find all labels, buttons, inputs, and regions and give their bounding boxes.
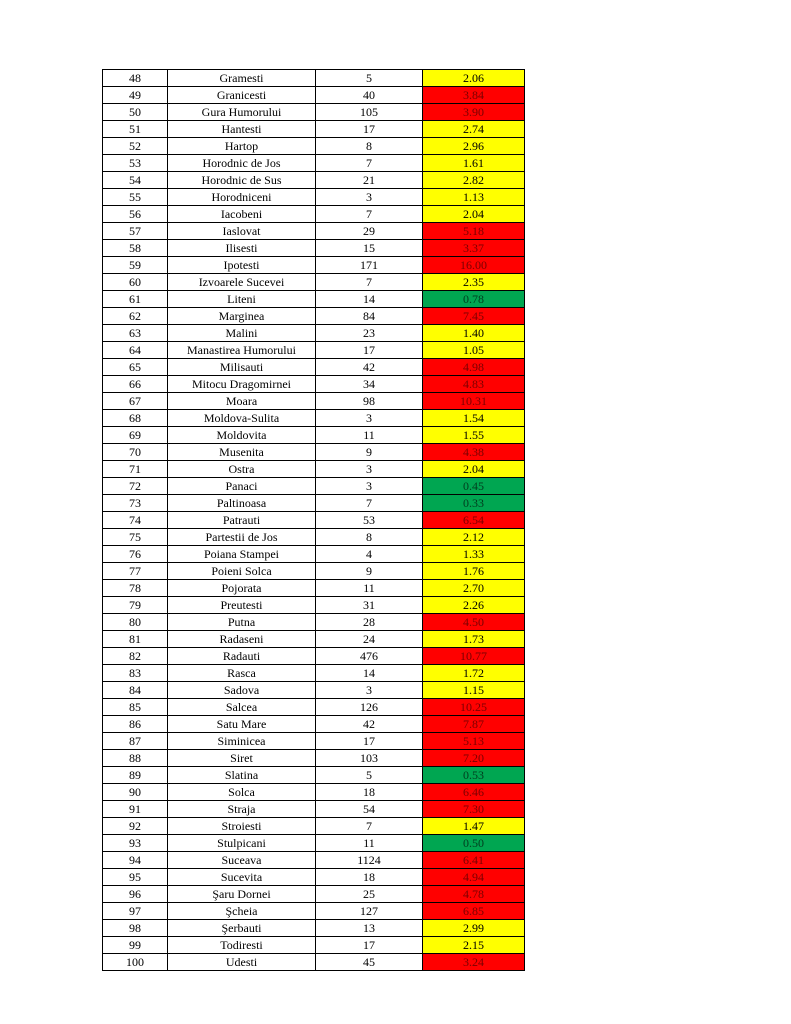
row-number-cell: 49 bbox=[103, 87, 168, 104]
case-count-cell: 15 bbox=[316, 240, 423, 257]
case-count-cell: 7 bbox=[316, 818, 423, 835]
table-row bbox=[103, 291, 525, 308]
row-number-cell: 62 bbox=[103, 308, 168, 325]
row-number-cell: 63 bbox=[103, 325, 168, 342]
locality-name-cell: Manastirea Humorului bbox=[168, 342, 316, 359]
locality-name-cell: Moldova-Sulita bbox=[168, 410, 316, 427]
locality-name-cell: Mitocu Dragomirnei bbox=[168, 376, 316, 393]
case-count-cell: 127 bbox=[316, 903, 423, 920]
case-count-cell: 29 bbox=[316, 223, 423, 240]
locality-name-cell: Şaru Dornei bbox=[168, 886, 316, 903]
locality-name-cell: Siret bbox=[168, 750, 316, 767]
table-row bbox=[103, 427, 525, 444]
case-count-cell: 13 bbox=[316, 920, 423, 937]
case-count-cell: 5 bbox=[316, 70, 423, 87]
incidence-rate-cell: 1.61 bbox=[423, 155, 525, 172]
incidence-rate-cell: 1.15 bbox=[423, 682, 525, 699]
incidence-rate-cell: 6.46 bbox=[423, 784, 525, 801]
incidence-rate-cell: 1.05 bbox=[423, 342, 525, 359]
case-count-cell: 98 bbox=[316, 393, 423, 410]
locality-name-cell: Hantesti bbox=[168, 121, 316, 138]
case-count-cell: 18 bbox=[316, 869, 423, 886]
row-number-cell: 84 bbox=[103, 682, 168, 699]
case-count-cell: 45 bbox=[316, 954, 423, 971]
incidence-rate-cell: 7.20 bbox=[423, 750, 525, 767]
incidence-rate-cell: 1.76 bbox=[423, 563, 525, 580]
case-count-cell: 7 bbox=[316, 274, 423, 291]
row-number-cell: 50 bbox=[103, 104, 168, 121]
row-number-cell: 96 bbox=[103, 886, 168, 903]
incidence-rate-cell: 2.74 bbox=[423, 121, 525, 138]
table-row bbox=[103, 274, 525, 291]
case-count-cell: 9 bbox=[316, 563, 423, 580]
incidence-rate-cell: 2.06 bbox=[423, 70, 525, 87]
case-count-cell: 8 bbox=[316, 529, 423, 546]
incidence-rate-cell: 4.38 bbox=[423, 444, 525, 461]
table-row bbox=[103, 359, 525, 376]
table-row bbox=[103, 87, 525, 104]
row-number-cell: 55 bbox=[103, 189, 168, 206]
row-number-cell: 83 bbox=[103, 665, 168, 682]
row-number-cell: 71 bbox=[103, 461, 168, 478]
data-table bbox=[102, 69, 525, 971]
table-row bbox=[103, 869, 525, 886]
incidence-rate-cell: 2.04 bbox=[423, 206, 525, 223]
locality-name-cell: Hartop bbox=[168, 138, 316, 155]
table-row bbox=[103, 410, 525, 427]
incidence-rate-cell: 10.77 bbox=[423, 648, 525, 665]
locality-name-cell: Sadova bbox=[168, 682, 316, 699]
incidence-rate-cell: 4.83 bbox=[423, 376, 525, 393]
row-number-cell: 51 bbox=[103, 121, 168, 138]
case-count-cell: 5 bbox=[316, 767, 423, 784]
locality-name-cell: Udesti bbox=[168, 954, 316, 971]
row-number-cell: 79 bbox=[103, 597, 168, 614]
locality-name-cell: Panaci bbox=[168, 478, 316, 495]
row-number-cell: 67 bbox=[103, 393, 168, 410]
table-row bbox=[103, 104, 525, 121]
table-row bbox=[103, 478, 525, 495]
case-count-cell: 1124 bbox=[316, 852, 423, 869]
locality-name-cell: Horodnic de Jos bbox=[168, 155, 316, 172]
table-row bbox=[103, 342, 525, 359]
locality-name-cell: Musenita bbox=[168, 444, 316, 461]
incidence-rate-cell: 4.50 bbox=[423, 614, 525, 631]
incidence-rate-cell: 6.41 bbox=[423, 852, 525, 869]
locality-name-cell: Horodnic de Sus bbox=[168, 172, 316, 189]
locality-name-cell: Malini bbox=[168, 325, 316, 342]
row-number-cell: 98 bbox=[103, 920, 168, 937]
locality-name-cell: Stulpicani bbox=[168, 835, 316, 852]
row-number-cell: 92 bbox=[103, 818, 168, 835]
incidence-rate-cell: 2.82 bbox=[423, 172, 525, 189]
row-number-cell: 58 bbox=[103, 240, 168, 257]
incidence-rate-cell: 0.50 bbox=[423, 835, 525, 852]
case-count-cell: 11 bbox=[316, 580, 423, 597]
locality-name-cell: Patrauti bbox=[168, 512, 316, 529]
locality-name-cell: Gramesti bbox=[168, 70, 316, 87]
row-number-cell: 93 bbox=[103, 835, 168, 852]
table-row bbox=[103, 920, 525, 937]
case-count-cell: 23 bbox=[316, 325, 423, 342]
row-number-cell: 86 bbox=[103, 716, 168, 733]
incidence-rate-cell: 4.78 bbox=[423, 886, 525, 903]
table-row bbox=[103, 852, 525, 869]
incidence-rate-cell: 3.90 bbox=[423, 104, 525, 121]
case-count-cell: 53 bbox=[316, 512, 423, 529]
row-number-cell: 78 bbox=[103, 580, 168, 597]
table-row bbox=[103, 461, 525, 478]
locality-name-cell: Todiresti bbox=[168, 937, 316, 954]
incidence-rate-cell: 7.87 bbox=[423, 716, 525, 733]
row-number-cell: 59 bbox=[103, 257, 168, 274]
row-number-cell: 69 bbox=[103, 427, 168, 444]
row-number-cell: 56 bbox=[103, 206, 168, 223]
table-row bbox=[103, 716, 525, 733]
table-row bbox=[103, 495, 525, 512]
table-row bbox=[103, 172, 525, 189]
locality-name-cell: Horodniceni bbox=[168, 189, 316, 206]
incidence-rate-cell: 2.35 bbox=[423, 274, 525, 291]
table-row bbox=[103, 801, 525, 818]
case-count-cell: 4 bbox=[316, 546, 423, 563]
incidence-rate-cell: 2.15 bbox=[423, 937, 525, 954]
row-number-cell: 64 bbox=[103, 342, 168, 359]
incidence-rate-cell: 16.00 bbox=[423, 257, 525, 274]
locality-name-cell: Poieni Solca bbox=[168, 563, 316, 580]
table-row bbox=[103, 223, 525, 240]
row-number-cell: 95 bbox=[103, 869, 168, 886]
incidence-rate-cell: 2.26 bbox=[423, 597, 525, 614]
incidence-rate-cell: 7.30 bbox=[423, 801, 525, 818]
case-count-cell: 7 bbox=[316, 495, 423, 512]
case-count-cell: 31 bbox=[316, 597, 423, 614]
table-row bbox=[103, 835, 525, 852]
incidence-rate-cell: 1.47 bbox=[423, 818, 525, 835]
incidence-rate-cell: 1.55 bbox=[423, 427, 525, 444]
locality-name-cell: Granicesti bbox=[168, 87, 316, 104]
table-row bbox=[103, 733, 525, 750]
case-count-cell: 21 bbox=[316, 172, 423, 189]
incidence-rate-cell: 1.73 bbox=[423, 631, 525, 648]
row-number-cell: 61 bbox=[103, 291, 168, 308]
case-count-cell: 103 bbox=[316, 750, 423, 767]
table-row bbox=[103, 937, 525, 954]
table-row bbox=[103, 784, 525, 801]
table-row bbox=[103, 580, 525, 597]
table-row bbox=[103, 614, 525, 631]
case-count-cell: 7 bbox=[316, 206, 423, 223]
case-count-cell: 54 bbox=[316, 801, 423, 818]
case-count-cell: 7 bbox=[316, 155, 423, 172]
locality-name-cell: Pojorata bbox=[168, 580, 316, 597]
case-count-cell: 8 bbox=[316, 138, 423, 155]
locality-name-cell: Şerbauti bbox=[168, 920, 316, 937]
locality-name-cell: Preutesti bbox=[168, 597, 316, 614]
locality-name-cell: Moldovita bbox=[168, 427, 316, 444]
table-row bbox=[103, 70, 525, 87]
incidence-rate-cell: 2.96 bbox=[423, 138, 525, 155]
locality-name-cell: Putna bbox=[168, 614, 316, 631]
row-number-cell: 54 bbox=[103, 172, 168, 189]
case-count-cell: 476 bbox=[316, 648, 423, 665]
row-number-cell: 52 bbox=[103, 138, 168, 155]
row-number-cell: 48 bbox=[103, 70, 168, 87]
row-number-cell: 60 bbox=[103, 274, 168, 291]
row-number-cell: 81 bbox=[103, 631, 168, 648]
locality-name-cell: Milisauti bbox=[168, 359, 316, 376]
table-row bbox=[103, 376, 525, 393]
case-count-cell: 34 bbox=[316, 376, 423, 393]
case-count-cell: 14 bbox=[316, 665, 423, 682]
case-count-cell: 14 bbox=[316, 291, 423, 308]
locality-name-cell: Solca bbox=[168, 784, 316, 801]
case-count-cell: 3 bbox=[316, 478, 423, 495]
table-row bbox=[103, 597, 525, 614]
locality-name-cell: Rasca bbox=[168, 665, 316, 682]
incidence-rate-cell: 0.33 bbox=[423, 495, 525, 512]
table-row bbox=[103, 665, 525, 682]
locality-name-cell: Satu Mare bbox=[168, 716, 316, 733]
table-row bbox=[103, 818, 525, 835]
case-count-cell: 25 bbox=[316, 886, 423, 903]
incidence-rate-cell: 4.94 bbox=[423, 869, 525, 886]
locality-name-cell: Radaseni bbox=[168, 631, 316, 648]
locality-name-cell: Poiana Stampei bbox=[168, 546, 316, 563]
row-number-cell: 72 bbox=[103, 478, 168, 495]
locality-name-cell: Stroiesti bbox=[168, 818, 316, 835]
locality-name-cell: Suceava bbox=[168, 852, 316, 869]
row-number-cell: 87 bbox=[103, 733, 168, 750]
case-count-cell: 11 bbox=[316, 835, 423, 852]
row-number-cell: 68 bbox=[103, 410, 168, 427]
incidence-rate-cell: 2.70 bbox=[423, 580, 525, 597]
table-row bbox=[103, 189, 525, 206]
locality-name-cell: Slatina bbox=[168, 767, 316, 784]
locality-name-cell: Ostra bbox=[168, 461, 316, 478]
table-row bbox=[103, 308, 525, 325]
table-row bbox=[103, 444, 525, 461]
locality-name-cell: Partestii de Jos bbox=[168, 529, 316, 546]
incidence-rate-cell: 3.37 bbox=[423, 240, 525, 257]
locality-name-cell: Marginea bbox=[168, 308, 316, 325]
incidence-rate-cell: 6.85 bbox=[423, 903, 525, 920]
case-count-cell: 17 bbox=[316, 937, 423, 954]
table-row bbox=[103, 138, 525, 155]
row-number-cell: 94 bbox=[103, 852, 168, 869]
row-number-cell: 75 bbox=[103, 529, 168, 546]
locality-name-cell: Sucevita bbox=[168, 869, 316, 886]
table-row bbox=[103, 325, 525, 342]
row-number-cell: 66 bbox=[103, 376, 168, 393]
locality-name-cell: Izvoarele Sucevei bbox=[168, 274, 316, 291]
table-row bbox=[103, 903, 525, 920]
row-number-cell: 73 bbox=[103, 495, 168, 512]
case-count-cell: 42 bbox=[316, 359, 423, 376]
locality-name-cell: Iaslovat bbox=[168, 223, 316, 240]
locality-name-cell: Şcheia bbox=[168, 903, 316, 920]
row-number-cell: 91 bbox=[103, 801, 168, 818]
table-body bbox=[103, 70, 525, 971]
row-number-cell: 100 bbox=[103, 954, 168, 971]
row-number-cell: 77 bbox=[103, 563, 168, 580]
table-row bbox=[103, 206, 525, 223]
row-number-cell: 57 bbox=[103, 223, 168, 240]
case-count-cell: 3 bbox=[316, 682, 423, 699]
incidence-rate-cell: 2.99 bbox=[423, 920, 525, 937]
incidence-rate-cell: 0.78 bbox=[423, 291, 525, 308]
incidence-rate-cell: 3.84 bbox=[423, 87, 525, 104]
incidence-rate-cell: 2.04 bbox=[423, 461, 525, 478]
case-count-cell: 11 bbox=[316, 427, 423, 444]
table-row bbox=[103, 563, 525, 580]
table-row bbox=[103, 682, 525, 699]
case-count-cell: 18 bbox=[316, 784, 423, 801]
incidence-rate-cell: 1.40 bbox=[423, 325, 525, 342]
locality-name-cell: Siminicea bbox=[168, 733, 316, 750]
incidence-rate-cell: 0.53 bbox=[423, 767, 525, 784]
case-count-cell: 9 bbox=[316, 444, 423, 461]
row-number-cell: 97 bbox=[103, 903, 168, 920]
row-number-cell: 70 bbox=[103, 444, 168, 461]
case-count-cell: 17 bbox=[316, 733, 423, 750]
table-row bbox=[103, 954, 525, 971]
incidence-rate-cell: 1.72 bbox=[423, 665, 525, 682]
incidence-rate-cell: 2.12 bbox=[423, 529, 525, 546]
locality-name-cell: Paltinoasa bbox=[168, 495, 316, 512]
incidence-rate-cell: 6.54 bbox=[423, 512, 525, 529]
row-number-cell: 82 bbox=[103, 648, 168, 665]
incidence-rate-cell: 1.54 bbox=[423, 410, 525, 427]
row-number-cell: 90 bbox=[103, 784, 168, 801]
table-row bbox=[103, 529, 525, 546]
case-count-cell: 126 bbox=[316, 699, 423, 716]
table-row bbox=[103, 393, 525, 410]
incidence-rate-cell: 10.25 bbox=[423, 699, 525, 716]
row-number-cell: 89 bbox=[103, 767, 168, 784]
table-row bbox=[103, 121, 525, 138]
locality-name-cell: Radauti bbox=[168, 648, 316, 665]
incidence-rate-cell: 10.31 bbox=[423, 393, 525, 410]
locality-name-cell: Ilisesti bbox=[168, 240, 316, 257]
locality-name-cell: Ipotesti bbox=[168, 257, 316, 274]
locality-name-cell: Iacobeni bbox=[168, 206, 316, 223]
case-count-cell: 24 bbox=[316, 631, 423, 648]
table-row bbox=[103, 155, 525, 172]
row-number-cell: 65 bbox=[103, 359, 168, 376]
case-count-cell: 40 bbox=[316, 87, 423, 104]
table-row bbox=[103, 648, 525, 665]
row-number-cell: 76 bbox=[103, 546, 168, 563]
row-number-cell: 88 bbox=[103, 750, 168, 767]
locality-name-cell: Gura Humorului bbox=[168, 104, 316, 121]
row-number-cell: 53 bbox=[103, 155, 168, 172]
case-count-cell: 84 bbox=[316, 308, 423, 325]
table-row bbox=[103, 512, 525, 529]
incidence-rate-cell: 5.18 bbox=[423, 223, 525, 240]
case-count-cell: 171 bbox=[316, 257, 423, 274]
incidence-rate-cell: 1.33 bbox=[423, 546, 525, 563]
table-row bbox=[103, 699, 525, 716]
incidence-rate-cell: 0.45 bbox=[423, 478, 525, 495]
locality-name-cell: Salcea bbox=[168, 699, 316, 716]
incidence-rate-cell: 7.45 bbox=[423, 308, 525, 325]
case-count-cell: 3 bbox=[316, 410, 423, 427]
table-row bbox=[103, 631, 525, 648]
row-number-cell: 80 bbox=[103, 614, 168, 631]
locality-name-cell: Straja bbox=[168, 801, 316, 818]
case-count-cell: 105 bbox=[316, 104, 423, 121]
table-row bbox=[103, 546, 525, 563]
locality-name-cell: Liteni bbox=[168, 291, 316, 308]
case-count-cell: 28 bbox=[316, 614, 423, 631]
table-row bbox=[103, 750, 525, 767]
incidence-rate-cell: 5.13 bbox=[423, 733, 525, 750]
case-count-cell: 3 bbox=[316, 189, 423, 206]
case-count-cell: 17 bbox=[316, 121, 423, 138]
table-row bbox=[103, 767, 525, 784]
incidence-rate-cell: 4.98 bbox=[423, 359, 525, 376]
incidence-rate-cell: 1.13 bbox=[423, 189, 525, 206]
incidence-rate-cell: 3.24 bbox=[423, 954, 525, 971]
table-row bbox=[103, 257, 525, 274]
table-row bbox=[103, 886, 525, 903]
case-count-cell: 17 bbox=[316, 342, 423, 359]
case-count-cell: 3 bbox=[316, 461, 423, 478]
row-number-cell: 74 bbox=[103, 512, 168, 529]
row-number-cell: 85 bbox=[103, 699, 168, 716]
table-row bbox=[103, 240, 525, 257]
case-count-cell: 42 bbox=[316, 716, 423, 733]
locality-name-cell: Moara bbox=[168, 393, 316, 410]
row-number-cell: 99 bbox=[103, 937, 168, 954]
